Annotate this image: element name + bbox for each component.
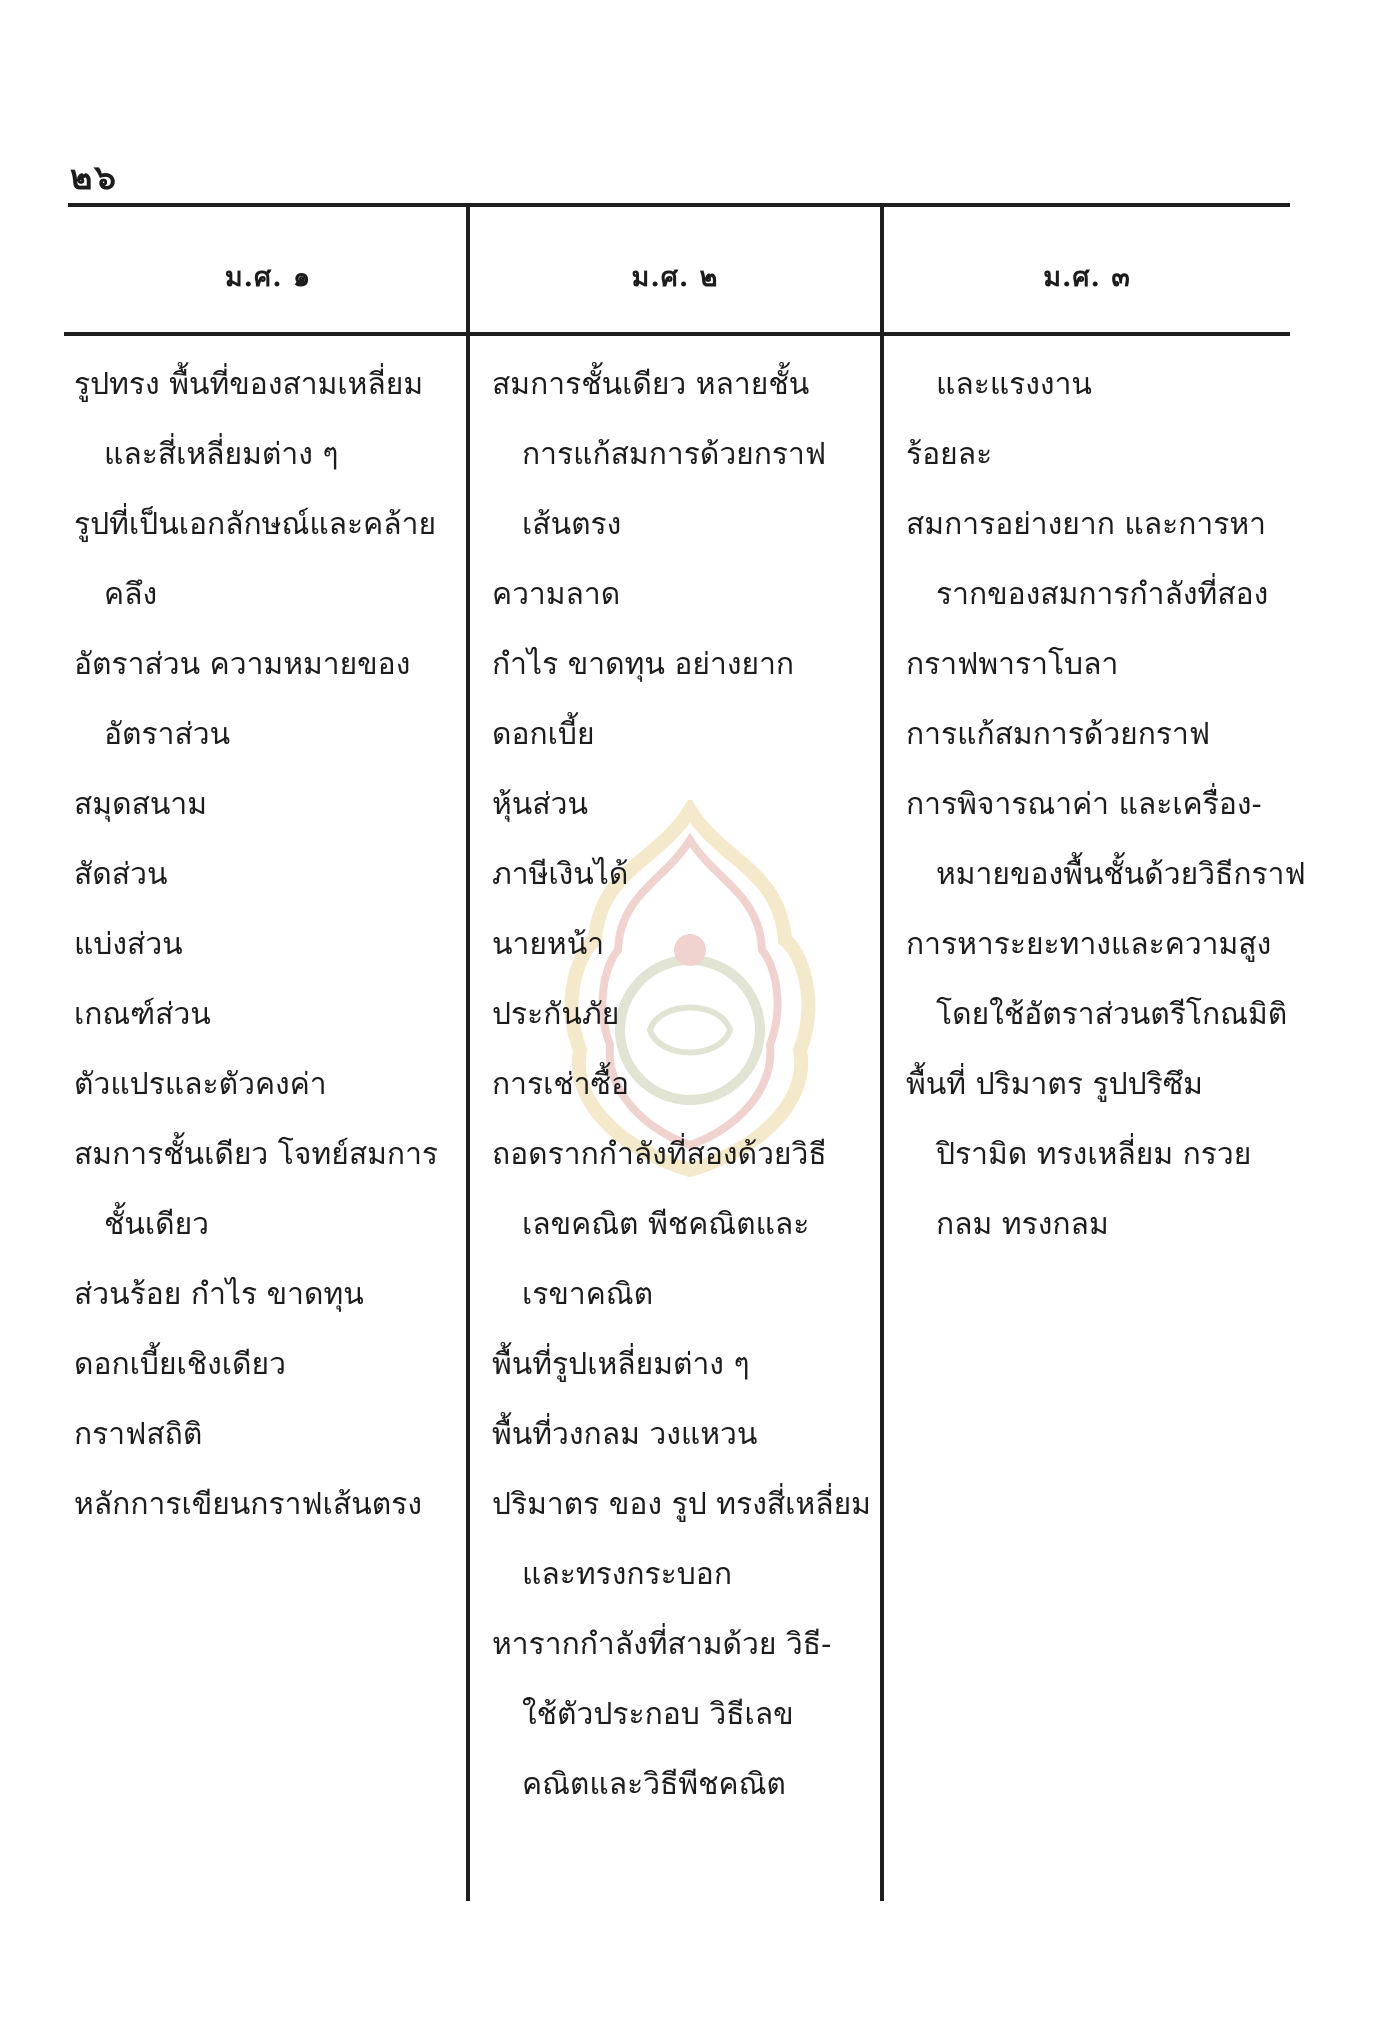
topic-line: ร้อยละ <box>906 437 993 472</box>
topic-line: การแก้สมการด้วยกราฟ <box>906 717 1211 752</box>
topic-line: รูปทรง พื้นที่ของสามเหลี่ยม <box>74 367 424 402</box>
topic-line: ประกันภัย <box>492 997 620 1032</box>
topic-line: และสี่เหลี่ยมต่าง ๆ <box>104 437 339 472</box>
column-header-ms1: ม.ศ. ๑ <box>224 262 312 293</box>
topic-line: เส้นตรง <box>522 507 622 542</box>
column-header-ms3: ม.ศ. ๓ <box>1043 262 1131 293</box>
topic-line: คลึง <box>104 577 158 612</box>
topic-line: สมการชั้นเดียว หลายชั้น <box>492 367 810 402</box>
topic-line: สัดส่วน <box>74 857 168 892</box>
topic-line: ความลาด <box>492 577 621 612</box>
topic-line: เกณฑ์ส่วน <box>74 997 211 1032</box>
topic-line: ปริมาตร ของ รูป ทรงสี่เหลี่ยม <box>492 1487 871 1522</box>
column-divider-2 <box>880 203 884 1901</box>
column-header-ms2: ม.ศ. ๒ <box>631 262 719 293</box>
topic-line: กำไร ขาดทุน อย่างยาก <box>492 647 795 682</box>
topic-line: กราฟพาราโบลา <box>906 647 1119 682</box>
topic-line: ดอกเบี้ย <box>492 717 595 752</box>
topic-line: สมุดสนาม <box>74 787 208 822</box>
topic-line: การแก้สมการด้วยกราฟ <box>522 437 827 472</box>
topic-line: ถอดรากกำลังที่สองด้วยวิธี <box>492 1137 827 1172</box>
topic-line: เลขคณิต พีชคณิตและ <box>522 1207 810 1242</box>
topic-line: หลักการเขียนกราฟเส้นตรง <box>74 1487 422 1522</box>
page-number: ๒๖ <box>70 158 118 198</box>
topic-line: ส่วนร้อย กำไร ขาดทุน <box>74 1277 364 1312</box>
topic-line: ชั้นเดียว <box>104 1207 210 1242</box>
topic-line: การเช่าซื้อ <box>492 1067 629 1102</box>
topic-line: อัตราส่วน ความหมายของ <box>74 647 411 682</box>
topic-line: ดอกเบี้ยเชิงเดียว <box>74 1347 286 1382</box>
topic-line: การพิจารณาค่า และเครื่อง- <box>906 787 1262 822</box>
topic-line: นายหน้า <box>492 927 605 962</box>
topic-line: ตัวแปรและตัวคงค่า <box>74 1067 327 1102</box>
topic-line: สมการชั้นเดียว โจทย์สมการ <box>74 1137 439 1172</box>
topic-line: พื้นที่ ปริมาตร รูปปริซึม <box>906 1067 1203 1102</box>
column-divider-1 <box>466 203 470 1901</box>
topic-line: หารากกำลังที่สามด้วย วิธี- <box>492 1627 832 1662</box>
topic-line: ภาษีเงินได้ <box>492 857 629 892</box>
header-rule <box>64 332 1290 336</box>
topic-line: การหาระยะทางและความสูง <box>906 927 1272 962</box>
topic-line: โดยใช้อัตราส่วนตรีโกณมิติ <box>936 997 1288 1032</box>
topic-line: ใช้ตัวประกอบ วิธีเลข <box>522 1697 794 1732</box>
topic-line: พื้นที่วงกลม วงแหวน <box>492 1417 758 1452</box>
topic-line: และทรงกระบอก <box>522 1557 732 1592</box>
topic-line: สมการอย่างยาก และการหา <box>906 507 1266 542</box>
topic-line: หมายของพื้นชั้นด้วยวิธีกราฟ <box>936 857 1306 892</box>
topic-line: อัตราส่วน <box>104 717 231 752</box>
top-rule <box>68 203 1290 207</box>
topic-line: กลม ทรงกลม <box>936 1207 1109 1242</box>
topic-line: รูปที่เป็นเอกลักษณ์และคล้าย <box>74 507 437 542</box>
topic-line: พื้นที่รูปเหลี่ยมต่าง ๆ <box>492 1347 750 1382</box>
topic-line: กราฟสถิติ <box>74 1417 203 1452</box>
topic-line: คณิตและวิธีพีชคณิต <box>522 1767 786 1802</box>
topic-line: และแรงงาน <box>936 367 1092 402</box>
topic-line: ปิรามิด ทรงเหลี่ยม กรวย <box>936 1137 1252 1172</box>
column-ms1-topics <box>74 350 464 1540</box>
column-ms3-topics <box>906 350 1306 1260</box>
topic-line: หุ้นส่วน <box>492 787 588 822</box>
topic-line: เรขาคณิต <box>522 1277 654 1312</box>
column-ms2-topics <box>492 350 878 1820</box>
topic-line: แบ่งส่วน <box>74 927 183 962</box>
topic-line: รากของสมการกำลังที่สอง <box>936 577 1269 612</box>
